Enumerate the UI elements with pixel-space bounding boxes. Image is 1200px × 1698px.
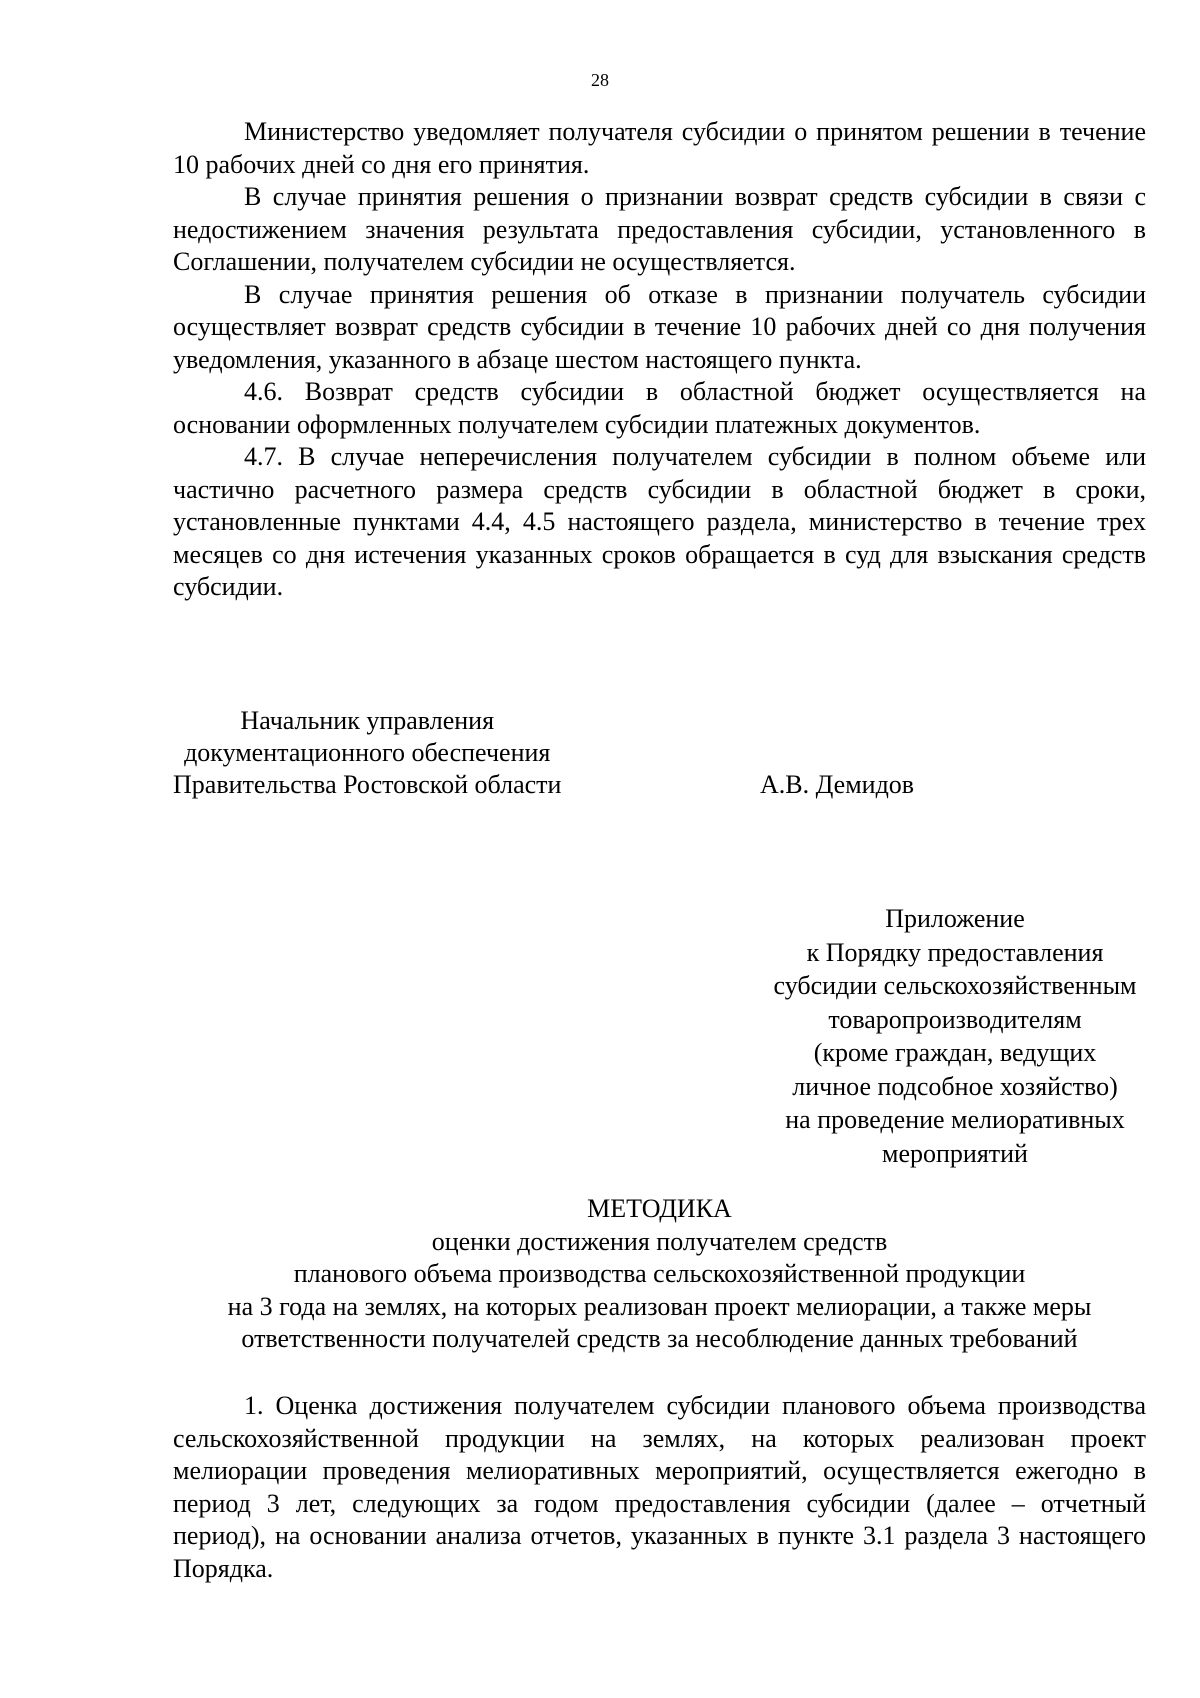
appendix-line: на проведение мелиоративных — [785, 1105, 1125, 1134]
main-text — [173, 116, 1146, 604]
methodology-paragraph-1: 1. Оценка достижения получателем субсидии планового объема производства сельскохозяйственной продукции на землях, на которых реализован проект мелиорации проведения мелиоративных мероприятий, осуществляется ежегодно в период 3 лет, следующих за годом предоставления субсидии (далее – отчетный период), на основании анализа отчетов, указанных в пункте 3.1 раздела 3 настоящего Порядка. — [173, 1391, 1146, 1583]
appendix-line: субсидии сельскохозяйственным — [773, 971, 1137, 1000]
paragraph-4-7: 4.7. В случае неперечисления получателем субсидии в полном объеме или частично расчетного размера средств субсидии в областной бюджет в сроки, установленные пунктами 4.4, 4.5 настоящего раздела, министерство в течение трех месяцев со дня истечения указанных сроков обращается в суд для взыскания средств субсидии. — [173, 442, 1146, 601]
signature-title-line: Начальник управления — [240, 706, 495, 735]
paragraph-refund-after-refusal: В случае принятия решения об отказе в признании получатель субсидии осуществляет возврат средств субсидии в течение 10 рабочих дней со дня получения уведомления, указанного в абзаце шестом настоящего пункта. — [173, 279, 1146, 374]
signature-title-line: документационного обеспечения — [184, 738, 551, 767]
appendix-line: Приложение — [885, 904, 1025, 933]
appendix-line: мероприятий — [882, 1138, 1028, 1168]
appendix-line: к Порядку предоставления — [806, 937, 1104, 967]
page-number: 28 — [591, 70, 609, 90]
signature-title — [173, 705, 561, 801]
signature-title-line: Правительства Ростовской области — [173, 770, 562, 799]
signatory-name: А.В. Демидов — [760, 770, 915, 799]
methodology-subtitle-line: планового объема производства сельскохозяйственной продукции — [293, 1259, 1026, 1288]
methodology-body — [173, 1390, 1146, 1585]
appendix-header — [720, 902, 1190, 1170]
appendix-line: (кроме граждан, ведущих — [813, 1038, 1097, 1067]
paragraph-no-refund: В случае принятия решения о признании возврат средств субсидии в связи с недостижением значения результата предоставления субсидии, установленного в Соглашении, получателем субсидии не осуществляется. — [173, 182, 1146, 276]
methodology-subtitle-line: на 3 года на землях, на которых реализован проект мелиорации, а также меры — [227, 1291, 1092, 1321]
methodology-title: МЕТОДИКА — [587, 1194, 732, 1223]
methodology-subtitle-line: ответственности получателей средств за несоблюдение данных требований — [241, 1324, 1078, 1353]
methodology-heading — [173, 1193, 1146, 1356]
paragraph-4-6: 4.6. Возврат средств субсидии в областной бюджет осуществляется на основании оформленных получателем субсидии платежных документов. — [173, 377, 1146, 439]
paragraph-notification: Министерство уведомляет получателя субсидии о принятом решении в течение 10 рабочих дней со дня его принятия. — [173, 117, 1146, 179]
methodology-subtitle-line: оценки достижения получателем средств — [431, 1226, 888, 1256]
appendix-line: личное подсобное хозяйство) — [792, 1071, 1118, 1101]
appendix-line: товаропроизводителям — [828, 1004, 1082, 1034]
